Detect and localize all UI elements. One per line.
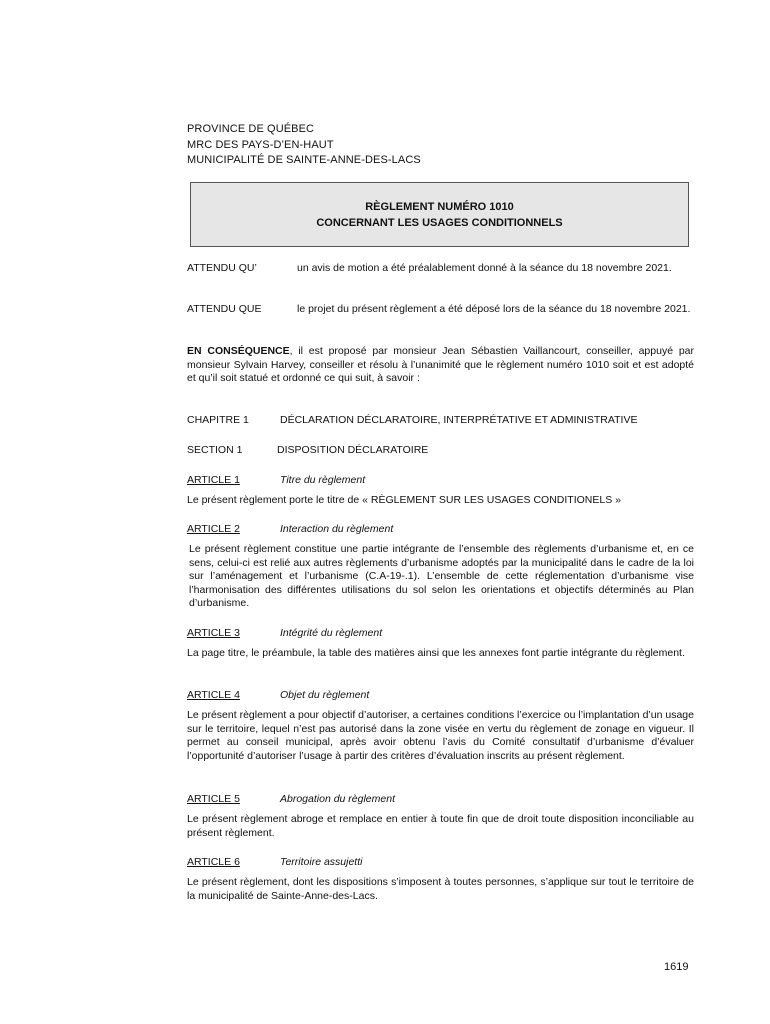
chapter-heading [187,414,694,428]
article-2-heading [187,523,694,537]
article-5-heading [187,793,694,807]
article-title: Objet du règlement [280,689,370,701]
section-label: SECTION 1 [187,444,243,456]
header-province: PROVINCE DE QUÉBEC [187,123,315,135]
consequence-text: , il est proposé par monsieur Jean Sébastien Vaillancourt, conseiller, appuyé par monsieur Sylvain Harvey, conseiller et résolu à l’unanimité que le règlement numéro 1010 soit et est adopté et qu’il soit statué et ordonné ce qui suit, à savoir : [187,345,694,384]
article-4-heading [187,689,694,703]
article-label: ARTICLE 6 [187,856,240,868]
article-title: Interaction du règlement [280,523,394,535]
article-label: ARTICLE 4 [187,689,240,701]
article-3-text: La page titre, le préambule, la table des matières ainsi que les annexes font partie intégrante du règlement. [187,647,685,659]
title-line-2: CONCERNANT LES USAGES CONDITIONNELS [316,216,563,229]
article-title: Intégrité du règlement [280,627,383,639]
article-title: Abrogation du règlement [280,793,395,805]
header-municipality: MUNICIPALITÉ DE SAINTE-ANNE-DES-LACS [187,154,421,166]
attendu-text: le projet du présent règlement a été déposé lors de la séance du 18 novembre 2021. [297,303,691,315]
header-mrc: MRC DES PAYS-D’EN-HAUT [187,138,334,151]
article-6-text: Le présent règlement, dont les dispositions s’imposent à toutes personnes, s’applique sur tout le territoire de la municipalité de Sainte-Anne-des-Lacs. [187,876,694,902]
article-1-text: Le présent règlement porte le titre de « RÈGLEMENT SUR LES USAGES CONDITIONELS » [187,494,621,506]
article-label: ARTICLE 2 [187,523,240,535]
attendu-2 [187,303,694,317]
page-number: 1619 [664,961,689,973]
consequence-bold: EN CONSÉQUENCE [187,345,290,357]
article-4-text: Le présent règlement a pour objectif d’autoriser, a certaines conditions l’exercice ou l’implantation d’un usage sur le territoire, lequel n’est pas autorisé dans la zone visée en vertu du règlement de zonage en vigueur. Il permet au conseil municipal, après avoir obtenu l’avis du Comité consultatif d’urbanisme d’évaluer l’opportunité d’autoriser l’usage à partir des critères d’évaluation inscrits au présent règlement. [187,709,694,762]
article-title: Territoire assujetti [280,856,363,868]
article-1-heading [187,474,694,488]
article-3-heading [187,627,694,641]
section-title: DISPOSITION DÉCLARATOIRE [277,444,429,456]
attendu-label: ATTENDU QUE [187,303,262,315]
document-header [187,122,421,169]
attendu-label: ATTENDU QU’ [187,262,257,274]
attendu-text: un avis de motion a été préalablement donné à la séance du 18 novembre 2021. [297,262,672,274]
article-label: ARTICLE 3 [187,627,240,639]
article-label: ARTICLE 1 [187,474,240,486]
article-label: ARTICLE 5 [187,793,240,805]
title-line-1: RÈGLEMENT NUMÉRO 1010 [365,200,514,213]
chapter-label: CHAPITRE 1 [187,414,249,426]
article-2-text: Le présent règlement constitue une partie intégrante de l’ensemble des règlements d’urbanisme et, en ce sens, celui-ci est relié aux autres règlements d’urbanisme adoptés par la municipalité dans le cadre de la loi sur l’aménagement et l’urbanisme (C.A-19-.1). L’ensemble de cette réglementation d’urbanisme vise l’harmonisation des différentes utilisations du sol selon les orientations et objectifs déterminés au Plan d’urbanisme. [189,543,694,609]
title-box [190,182,689,247]
consequence-paragraph [187,345,694,386]
section-heading [187,444,694,458]
article-title: Titre du règlement [280,474,366,486]
article-6-heading [187,856,694,870]
attendu-1 [187,262,694,276]
article-5-text: Le présent règlement abroge et remplace en entier à toute fin que de droit toute disposition inconciliable au présent règlement. [187,813,694,839]
chapter-title: DÉCLARATION DÉCLARATOIRE, INTERPRÉTATIVE ET ADMINISTRATIVE [280,414,638,426]
